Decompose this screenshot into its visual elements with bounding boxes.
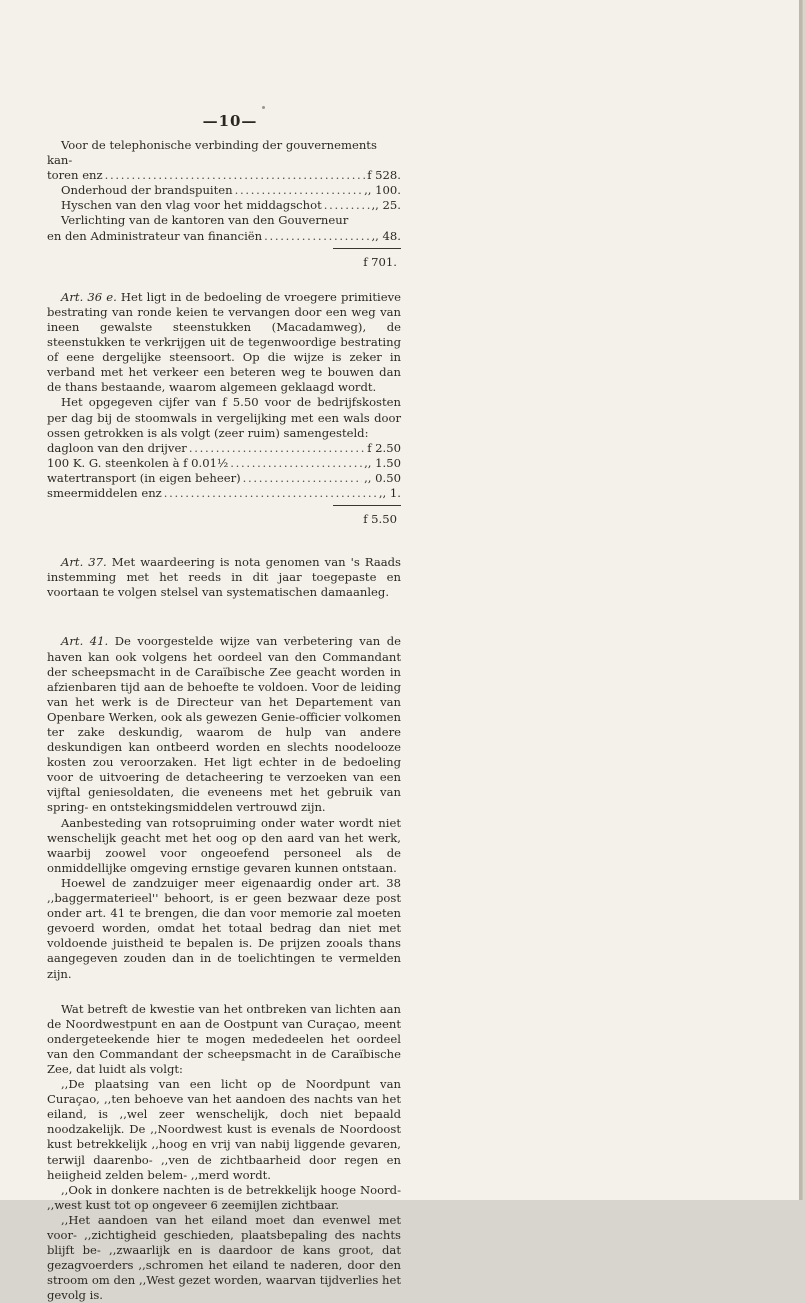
- leader-dots: [230, 456, 362, 471]
- cost-line-3-amount: ,, 25.: [371, 198, 401, 213]
- art36-paragraph: [47, 290, 401, 396]
- leader-dots: [235, 183, 363, 198]
- sum-rule: [47, 505, 401, 506]
- art41-paragraph: [47, 634, 401, 815]
- cost-line-1: [47, 168, 401, 183]
- leader-dots: [264, 229, 369, 244]
- page-edge: [799, 0, 802, 1200]
- art36-text: Het ligt in de bedoeling de vroegere primitieve bestrating van ronde keien te vervangen door een weg van ineen gewalste steenstukken (Macadamweg), de steenstukken te verkrijgen uit de tegenwoordige bestrating of eene dergelijke steensoort. Op die wijze is zeker in verband met het verkeer een beteren weg te bouwen dan de thans bestaande, waarom algemeen geklaagd wordt.: [47, 289, 401, 395]
- art36-item-3-amount: ,, 1.: [378, 485, 401, 500]
- leader-dots: [243, 471, 362, 486]
- art36-item-1-label: 100 K. G. steenkolen à f 0.01½: [47, 455, 229, 470]
- costs-total: f 701.: [363, 254, 397, 269]
- art41-text3: Hoewel de zandzuiger meer eigenaardig onder art. 38 ,,baggermaterieel'' behoort, is er geen bezwaar deze post onder art. 41 te brengen, die dan voor memorie zal moeten gevoerd worden, omdat het totaal bedrag dan niet met voldoende juistheid te bepalen is. De prijzen zooals thans aangegeven zouden dan in de toelichtingen te vermelden zijn.: [47, 875, 401, 981]
- art36-item-2-amount: ,, 0.50: [364, 470, 401, 485]
- cost-line-5-amount: ,, 48.: [371, 228, 401, 243]
- sum-rule: [47, 248, 401, 249]
- leader-dots: [324, 198, 370, 213]
- art41-text: De voorgestelde wijze van verbetering van de haven kan ook volgens het oordeel van den Commandant der scheepsmacht in de Caraïbische Zee geacht worden in afzienbaren tijd aan de behoefte te voldoen. Voor de leiding van het werk is de Directeur van het Departement van Openbare Werken, ook als gewezen Genie-officier volkomen ter zake deskundig, waarom de hulp van andere deskundigen kan ontbeerd worden en slechts noodelooze kosten zou veroorzaken. Het ligt echter in de bedoeling voor de uitvoering de detacheering te verzoeken van een vijftal geniesoldaten, die eveneens met het gebruik van spring- en ontstekingsmiddelen vertrouwd zijn.: [47, 634, 401, 815]
- art37-text: Met waardeering is nota genomen van 's Raads instemming met het reeds in dit jaar toegepaste en voortaan te volgen stelsel van systematischen damaanleg.: [47, 555, 402, 600]
- art36-item-2: [47, 471, 401, 486]
- cost-line-0-label: Voor de telephonische verbinding der gouvernements kan-: [47, 138, 377, 168]
- leader-dots: [105, 168, 366, 183]
- leader-dots: [189, 441, 365, 456]
- art36-item-1-amount: ,, 1.50: [364, 455, 401, 470]
- art36-item-0-label: dagloon van den drijver: [47, 440, 187, 455]
- cost-line-3-label: Hyschen van den vlag voor het middagschot: [61, 198, 322, 213]
- art36-item-0-amount: f 2.50: [367, 440, 401, 455]
- cost-line-2-amount: ,, 100.: [364, 183, 401, 198]
- cost-line-5-label: en den Administrateur van financiën: [47, 228, 263, 243]
- lights-intro: Wat betreft de kwestie van het ontbreken van lichten aan de Noordwestpunt en aan de Oostpunt van Curaçao, meent ondergeteekende hier te mogen mededeelen het oordeel van den Commandant der scheepsmacht in de Caraïbische Zee, dat luidt als volgt:: [47, 1001, 401, 1076]
- cost-line-5: [47, 229, 401, 244]
- cost-line-4-label: Verlichting van de kantoren van den Gouverneur: [61, 213, 349, 228]
- art36-item-2-label: watertransport (in eigen beheer): [47, 470, 241, 485]
- art36-item-0: [47, 441, 401, 456]
- cost-line-2: [47, 183, 401, 198]
- cost-line-1-amount: f 528.: [367, 168, 401, 183]
- art37-paragraph: [47, 555, 401, 600]
- art36-item-3-label: smeermiddelen enz: [47, 485, 162, 500]
- page-number: —10—: [202, 112, 258, 130]
- lights-quote-1: ,,De plaatsing van een licht op de Noordpunt van Curaçao, ,,ten behoeve van het aandoen des nachts van het eiland, is ,,wel zeer wenschelijk, doch niet bepaald noodzakelijk. De ,,Noordwest kust is evenals de Noordoost kust betrekkelijk ,,hoog en vrij van nabij liggende gevaren, terwijl daarenbo- ,,ven de zichtbaarheid door regen en heiigheid zelden belem- ,,merd wordt.: [47, 1077, 401, 1182]
- page-content: [47, 138, 401, 1303]
- cost-line-1-label: toren enz: [47, 168, 103, 183]
- art36-label: Art. 36 e.: [61, 289, 117, 304]
- lights-quote-2: ,,Ook in donkere nachten is de betrekkelijk hooge Noord- ,,west kust tot op ongeveer 6 zeemijlen zichtbaar.: [47, 1182, 401, 1212]
- speck-mark: [262, 106, 265, 109]
- leader-dots: [164, 486, 377, 501]
- art41-text2: Aanbesteding van rotsopruiming onder water wordt niet wenschelijk geacht met het oog op den aard van het werk, waarbij zoowel voor ongeoefend personeel als de onmiddellijke omgeving ernstige gevaren kunnen ontstaan.: [47, 815, 401, 875]
- cost-line-2-label: Onderhoud der brandspuiten: [61, 183, 233, 198]
- lights-quote-3: ,,Het aandoen van het eiland moet dan evenwel met voor- ,,zichtigheid geschieden, plaatsbepaling des nachts blijft be- ,,zwaarlijk en is daardoor de kans groot, dat gezagvoerders ,,schromen het eiland te naderen, door den stroom om den ,,West gezet worden, waarvan tijdverlies het gevolg is.: [47, 1212, 401, 1303]
- cost-line-3: [47, 198, 401, 213]
- art37-label: Art. 37.: [61, 555, 107, 570]
- art36-item-3: [47, 486, 401, 501]
- art36-text2: Het opgegeven cijfer van f 5.50 voor de bedrijfskosten per dag bij de stoomwals in vergelijking met een wals door ossen getrokken is als volgt (zeer ruim) samengesteld:: [47, 395, 401, 440]
- art36-total: f 5.50: [363, 512, 397, 527]
- art41-label: Art. 41.: [61, 634, 109, 649]
- art36-item-1: [47, 456, 401, 471]
